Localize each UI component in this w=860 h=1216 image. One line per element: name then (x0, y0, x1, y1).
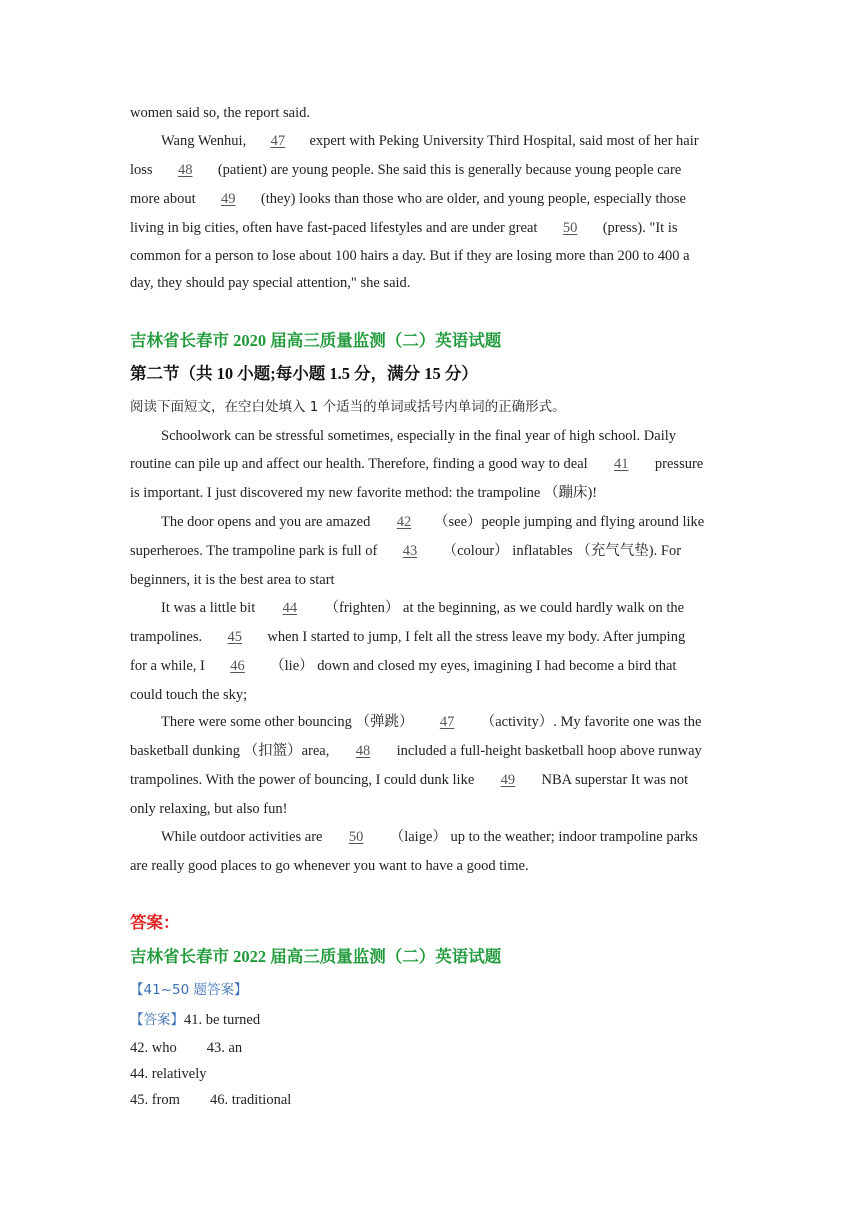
answer-tag: 【答案】 (130, 1012, 184, 1028)
paragraph-line (161, 827, 698, 847)
blank-47: 47 (439, 714, 455, 730)
text: (press). "It is (599, 220, 678, 236)
answer-line (130, 1010, 260, 1030)
answer-46: 46. traditional (209, 1092, 292, 1108)
paragraph-line (130, 160, 681, 180)
blank-46: 46 (230, 658, 245, 674)
text: The door opens and you are amazed (161, 514, 374, 530)
paragraph-line (161, 131, 699, 151)
text: superheroes. The trampoline park is full of (130, 543, 381, 559)
text: common for a person to lose about 100 hairs a day. But if they are losing more than 200 to 400 a (130, 248, 690, 264)
paragraph-line (130, 656, 676, 676)
answer-range-label: 【41~50 题答案】 (130, 982, 248, 998)
blank-48: 48 (177, 162, 193, 178)
paragraph-line (161, 598, 684, 618)
text: （activity）. My favorite one was the (477, 714, 702, 730)
text: （frighten） at the beginning, as we could hardly walk on the (320, 600, 685, 616)
text: （see）people jumping and flying around like (433, 514, 705, 530)
text: more about (130, 191, 200, 207)
text: routine can pile up and affect our health. Therefore, finding a good way to deal (130, 456, 592, 472)
answer-line (130, 1038, 242, 1058)
blank-43: 43 (402, 543, 418, 559)
text: only relaxing, but also fun! (130, 801, 288, 817)
paragraph-line (130, 799, 287, 819)
paragraph-line (130, 103, 310, 123)
paragraph-line (130, 246, 690, 266)
text: （laige） up to the weather; indoor trampoline parks (386, 829, 698, 845)
blank-44: 44 (282, 600, 298, 616)
blank-50: 50 (562, 220, 578, 236)
paragraph-line (161, 712, 701, 732)
answer-42: 42. who (130, 1040, 177, 1056)
text: trampolines. With the power of bouncing, I could dunk like (130, 772, 478, 788)
paragraph-line (130, 541, 681, 561)
paragraph-line (130, 273, 410, 293)
text: are really good places to go whenever you want to have a good time. (130, 858, 529, 874)
text: It was a little bit (161, 600, 259, 616)
paragraph-line (130, 627, 685, 647)
paragraph-line (130, 454, 703, 474)
answer-line (130, 1090, 291, 1110)
text: pressure (651, 456, 704, 472)
paragraph-line (130, 189, 686, 209)
text: NBA superstar It was not (537, 772, 689, 788)
text: While outdoor activities are (161, 829, 327, 845)
text: living in big cities, often have fast-paced lifestyles and are under great (130, 220, 542, 236)
paragraph-line (130, 856, 529, 876)
paragraph-line (130, 483, 597, 503)
paragraph-line (130, 685, 247, 705)
answers-heading: 答案： (130, 913, 180, 932)
instruction: 阅读下面短文，在空白处填入 1 个适当的单词或括号内单词的正确形式。 (130, 399, 566, 415)
blank-41: 41 (614, 456, 629, 472)
paragraph-line (161, 426, 676, 446)
test-title: 吉林省长春市 2020 届高三质量监测（二）英语试题 (130, 331, 502, 350)
text: trampolines. (130, 629, 206, 645)
blank-48: 48 (355, 743, 371, 759)
text: basketball dunking （扣篮）area, (130, 743, 333, 759)
answer-41: 41. be turned (184, 1012, 261, 1028)
paragraph-line (130, 741, 702, 761)
answer-43: 43. an (206, 1040, 243, 1056)
answer-45: 45. from (130, 1092, 180, 1108)
text: women said so, the report said. (130, 105, 311, 121)
text: beginners, it is the best area to start (130, 572, 335, 588)
paragraph-line (130, 570, 335, 590)
text: Schoolwork can be stressful sometimes, especially in the final year of high school. Daily (161, 428, 677, 444)
blank-49: 49 (500, 772, 516, 788)
text: day, they should pay special attention," she said. (130, 275, 411, 291)
text: loss (130, 162, 157, 178)
text: could touch the sky; (130, 687, 248, 703)
blank-45: 45 (227, 629, 242, 645)
blank-47: 47 (270, 133, 286, 149)
text: for a while, I (130, 658, 209, 674)
blank-50: 50 (348, 829, 364, 845)
text: when I started to jump, I felt all the stress leave my body. After jumping (263, 629, 686, 645)
text: Wang Wenhui, (161, 133, 250, 149)
answer-44: 44. relatively (130, 1066, 207, 1082)
paragraph-line (130, 218, 678, 238)
paragraph-line (161, 512, 704, 532)
paragraph-line (130, 770, 688, 790)
answer-line (130, 1064, 207, 1084)
text: (they) looks than those who are older, and young people, especially those (257, 191, 686, 207)
text: (patient) are young people. She said this is generally because young people care (214, 162, 682, 178)
blank-49: 49 (221, 191, 236, 207)
text: （colour） inflatables （充气气垫). For (439, 543, 682, 559)
blank-42: 42 (396, 514, 412, 530)
text: is important. I just discovered my new favorite method: the trampoline （蹦床)! (130, 485, 598, 501)
text: （lie） down and closed my eyes, imagining I had become a bird that (266, 658, 677, 674)
answers-test-title: 吉林省长春市 2022 届高三质量监测（二）英语试题 (130, 947, 502, 966)
section-heading: 第二节（共 10 小题;每小题 1.5 分，满分 15 分） (130, 364, 478, 383)
text: expert with Peking University Third Hospital, said most of her hair (305, 133, 699, 149)
text: There were some other bouncing （弹跳） (161, 714, 418, 730)
text: included a full-height basketball hoop above runway (392, 743, 702, 759)
